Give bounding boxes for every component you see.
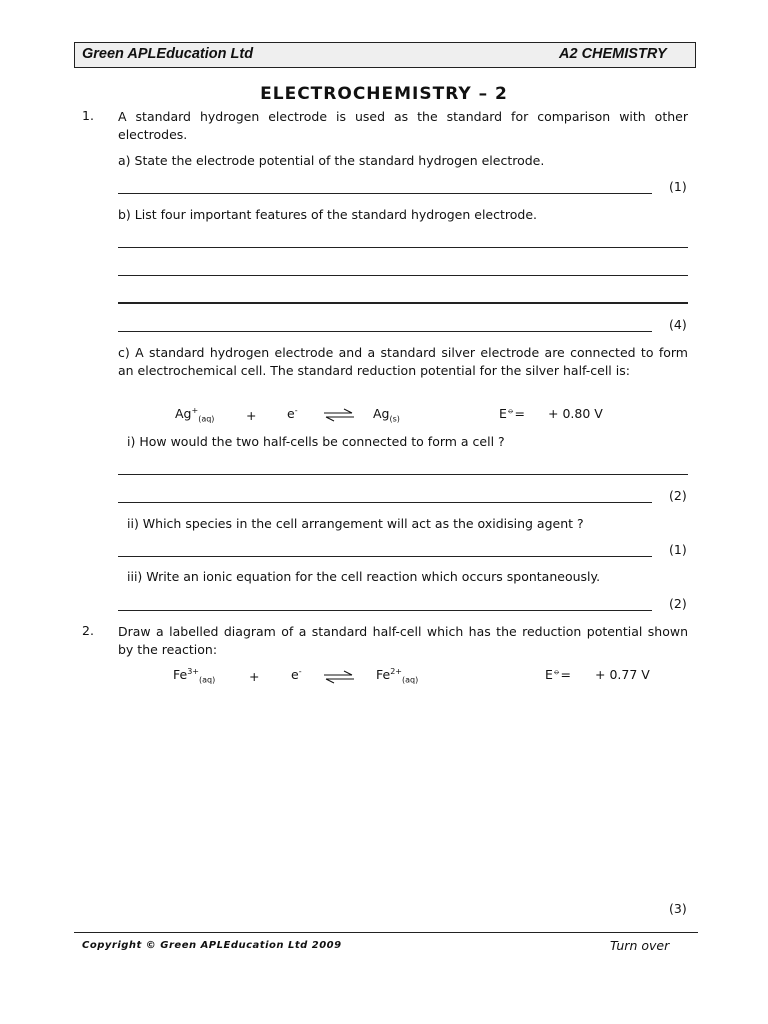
answer-line-1b-2[interactable] (118, 275, 688, 276)
q1ci-text: i) How would the two half-cells be connected to form a cell ? (127, 434, 505, 449)
answer-line-1ciii[interactable] (118, 610, 652, 611)
equilibrium-arrow-icon (322, 670, 356, 684)
diagram-drawing-area[interactable] (118, 700, 688, 890)
q1cii-text: ii) Which species in the cell arrangement will act as the oxidising agent ? (127, 516, 584, 531)
answer-line-1b-1[interactable] (118, 247, 688, 248)
page-title: ELECTROCHEMISTRY – 2 (260, 84, 508, 104)
standard-state-icon: ⦵ (552, 667, 561, 677)
q1ciii-mark: (2) (669, 596, 687, 611)
fe-equation-potential-label: E⦵= (545, 667, 571, 682)
ag-equation-plus: + (246, 408, 257, 423)
footer-copyright: Copyright © Green APLEducation Ltd 2009 (82, 940, 342, 951)
q2-number: 2. (82, 623, 94, 638)
ag-equation-potential: + 0.80 V (548, 406, 603, 421)
q1b-text: b) List four important features of the standard hydrogen electrode. (118, 207, 537, 222)
q1cii-mark: (1) (669, 542, 687, 557)
ag-equation-potential-label: E⦵= (499, 406, 525, 421)
answer-line-1a[interactable] (118, 193, 652, 194)
fe-equation-reactant: $Fe^{3+}_{(aq)}$ (173, 667, 216, 685)
ag-equation-product: $Ag_{(s)}$ (373, 406, 400, 424)
equilibrium-arrow-icon (322, 408, 356, 422)
q1a-mark: (1) (669, 179, 687, 194)
q1-intro: A standard hydrogen electrode is used as the standard for comparison with other electrodes. (118, 109, 688, 142)
footer-divider (74, 932, 698, 933)
fe-equation-electron: e- (291, 667, 302, 683)
q1-number: 1. (82, 108, 94, 123)
q1a-text: a) State the electrode potential of the standard hydrogen electrode. (118, 153, 545, 168)
q1ci-mark: (2) (669, 488, 687, 503)
fe-equation-plus: + (249, 669, 260, 684)
answer-line-1ci-2[interactable] (118, 502, 652, 503)
answer-line-1ci-1[interactable] (118, 474, 688, 475)
header-company: Green APLEducation Ltd (82, 46, 254, 62)
q1c-text: c) A standard hydrogen electrode and a standard silver electrode are connected to form an electrochemical cell. The standard reduction potential for the silver half-cell is: (118, 345, 688, 378)
fe-equation-product: $Fe^{2+}_{(aq)}$ (376, 667, 419, 685)
q1ciii-text: iii) Write an ionic equation for the cell reaction which occurs spontaneously. (127, 569, 601, 584)
answer-line-1b-3[interactable] (118, 302, 688, 304)
footer-turn-over: Turn over (610, 938, 670, 953)
q2-mark: (3) (669, 901, 687, 916)
ag-equation-electron: e- (287, 406, 298, 422)
header-subject: A2 CHEMISTRY (559, 46, 667, 62)
standard-state-icon: ⦵ (506, 406, 515, 416)
q2-text: Draw a labelled diagram of a standard half-cell which has the reduction potential shown by the reaction: (118, 624, 688, 657)
q1b-mark: (4) (669, 317, 687, 332)
ag-equation-reactant: $Ag^+_{(aq)}$ (175, 406, 215, 424)
answer-line-1cii[interactable] (118, 556, 652, 557)
fe-equation-potential: + 0.77 V (595, 667, 650, 682)
answer-line-1b-4[interactable] (118, 331, 652, 332)
